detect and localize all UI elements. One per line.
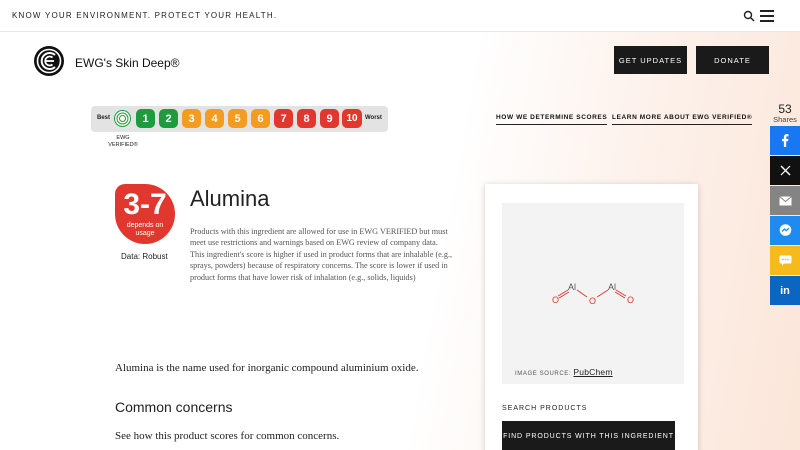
sms-share-button[interactable] <box>770 246 800 275</box>
data-availability: Data: Robust <box>121 252 168 261</box>
image-source-label: IMAGE SOURCE: <box>515 371 572 377</box>
scale-score-4: 4 <box>205 109 224 128</box>
scale-score-2: 2 <box>159 109 178 128</box>
search-products-label: SEARCH PRODUCTS <box>502 405 588 412</box>
hazard-score-badge <box>115 184 175 244</box>
scale-score-8: 8 <box>297 109 316 128</box>
facebook-share-button[interactable] <box>770 126 800 155</box>
linkedin-share-button[interactable] <box>770 276 800 305</box>
scale-score-1: 1 <box>136 109 155 128</box>
pubchem-link[interactable]: PubChem <box>573 367 613 377</box>
scale-score-10: 10 <box>342 109 362 128</box>
score-scale <box>91 106 388 132</box>
scale-score-3: 3 <box>182 109 201 128</box>
donate-button[interactable]: DONATE <box>696 46 769 74</box>
scale-score-9: 9 <box>320 109 339 128</box>
sms-icon <box>779 255 792 266</box>
x-icon <box>780 165 791 176</box>
verified-description <box>190 226 465 283</box>
email-icon <box>779 196 792 206</box>
messenger-share-button[interactable] <box>770 216 800 245</box>
hamburger-menu-icon[interactable] <box>760 10 774 22</box>
learn-ewg-verified-link[interactable]: LEARN MORE ABOUT EWG VERIFIED® <box>612 114 752 125</box>
atom-al-1: Al <box>568 282 577 292</box>
top-bar <box>0 0 800 32</box>
messenger-icon <box>779 224 792 237</box>
share-count-label: Shares <box>773 115 797 124</box>
get-updates-button[interactable]: GET UPDATES <box>614 46 687 74</box>
atom-o-2: O <box>589 296 597 306</box>
ewg-verified-icon <box>114 110 131 127</box>
atom-o-1: O <box>552 295 560 305</box>
email-share-button[interactable] <box>770 186 800 215</box>
ewg-logo-icon[interactable] <box>33 45 65 77</box>
atom-o-3: O <box>627 295 635 305</box>
molecule-structure <box>552 279 636 309</box>
ingredient-sidebar-card <box>485 184 698 450</box>
how-we-determine-scores-link[interactable]: HOW WE DETERMINE SCORES <box>496 114 607 125</box>
hazard-score: 3-7 <box>123 188 167 221</box>
ewg-verified-label: EWG VERIFIED® <box>108 135 138 148</box>
common-concerns-heading: Common concerns <box>115 399 233 415</box>
share-count: 53 <box>778 102 792 116</box>
search-icon[interactable] <box>743 10 755 22</box>
ingredient-intro: Alumina is the name used for inorganic compound aluminium oxide. <box>115 362 419 374</box>
facebook-icon <box>781 134 789 147</box>
brand-name[interactable]: EWG's Skin Deep® <box>75 56 180 70</box>
scale-worst-label: Worst <box>365 115 382 121</box>
scale-score-6: 6 <box>251 109 270 128</box>
linkedin-icon: in <box>780 284 790 297</box>
verified-description-p1: Products with this ingredient are allowed for use in EWG VERIFIED but must meet use restrictions and warnings based on EWG review of company data. <box>190 227 448 248</box>
score-note: depends on usage <box>126 222 164 237</box>
scale-score-7: 7 <box>274 109 293 128</box>
scale-best-label: Best <box>97 115 111 121</box>
verified-description-p2: This ingredient's score is higher if used in product forms that are inhalable (e.g., sprays, powders) because of respiratory concerns. The score is lower if used in product forms that have lower risk of inhalation (e.g., solids, liquids) <box>190 249 453 282</box>
x-share-button[interactable] <box>770 156 800 185</box>
image-source <box>515 367 613 377</box>
scale-score-5: 5 <box>228 109 247 128</box>
find-products-button[interactable]: FIND PRODUCTS WITH THIS INGREDIENT <box>502 421 675 450</box>
common-concerns-subtext: See how this product scores for common concerns. <box>115 430 340 442</box>
molecule-image <box>502 203 684 384</box>
atom-al-2: Al <box>608 282 617 292</box>
site-header <box>0 32 800 90</box>
tagline: KNOW YOUR ENVIRONMENT. PROTECT YOUR HEALTH. <box>12 11 278 20</box>
ingredient-title: Alumina <box>190 186 270 211</box>
